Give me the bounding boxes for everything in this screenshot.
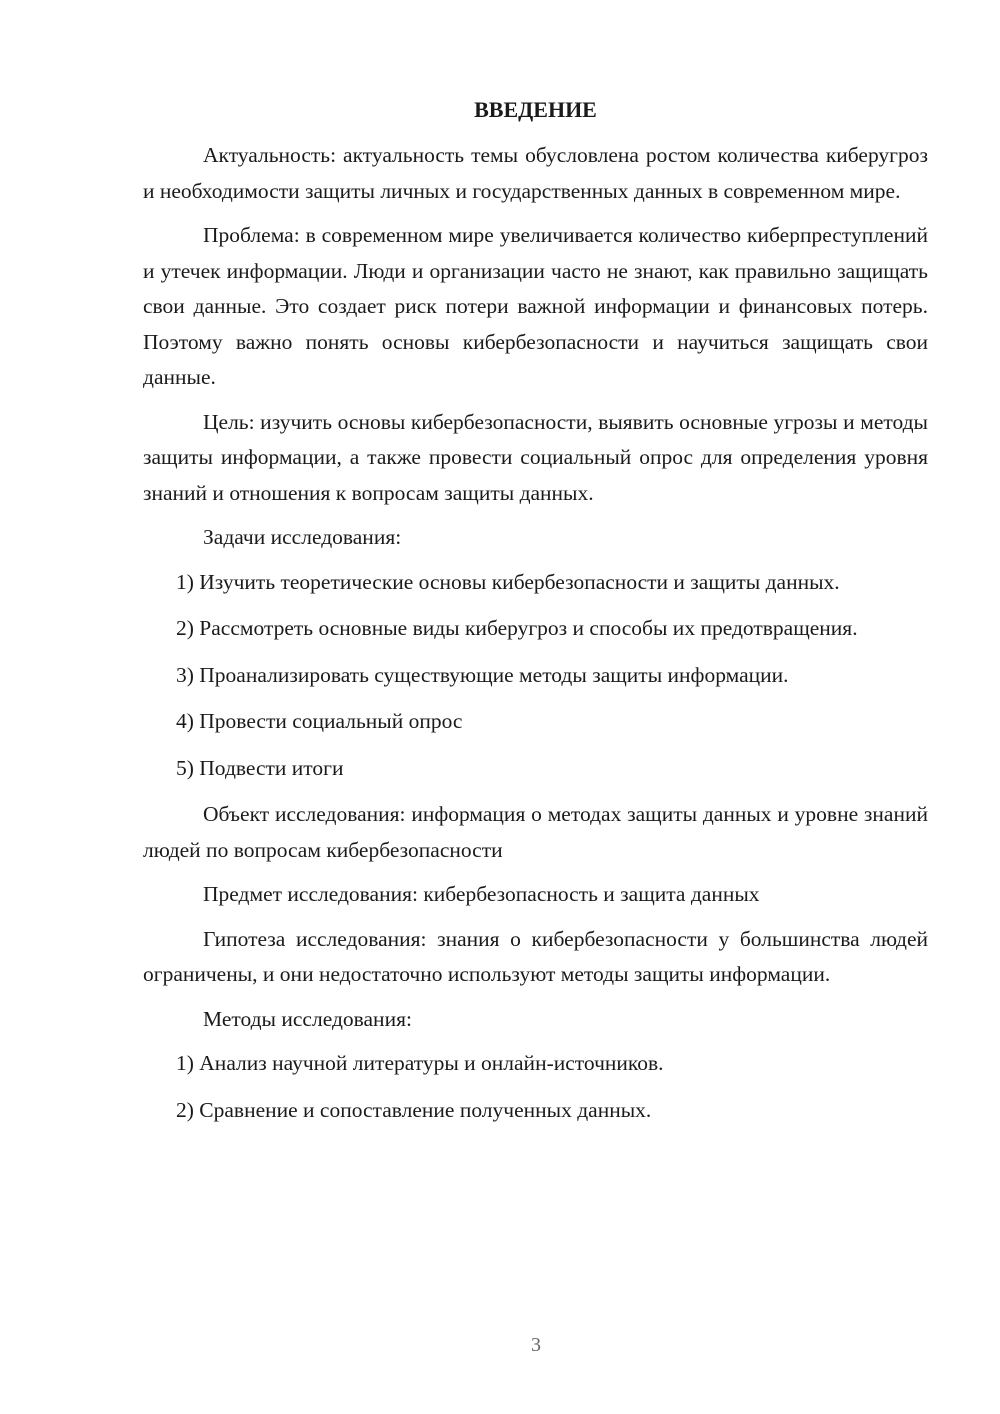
document-page	[143, 92, 928, 1139]
task-item-4: 4) Провести социальный опрос	[176, 709, 463, 733]
object-paragraph: Объект исследования: информация о методах защиты данных и уровне знаний людей по вопросам кибербезопасности	[143, 802, 928, 862]
goal-paragraph: Цель: изучить основы кибербезопасности, выявить основные угрозы и методы защиты информации, а также провести социальный опрос для определения уровня знаний и отношения к вопросам защиты данных.	[143, 409, 928, 505]
task-item-1: 1) Изучить теоретические основы кибербезопасности и защиты данных.	[176, 569, 840, 594]
method-item-2: 2) Сравнение и сопоставление полученных данных.	[176, 1097, 652, 1122]
hypothesis-paragraph: Гипотеза исследования: знания о кибербезопасности у большинства людей ограничены, и они недостаточно используют методы защиты информации.	[143, 926, 928, 986]
relevance-paragraph: Актуальность: актуальность темы обусловлена ростом количества киберугроз и необходимости защиты личных и государственных данных в современном мире.	[143, 143, 928, 203]
method-item-1: 1) Анализ научной литературы и онлайн-источников.	[176, 1051, 664, 1075]
methods-heading: Методы исследования:	[203, 1006, 412, 1031]
task-item-3: 3) Проанализировать существующие методы защиты информации.	[176, 662, 789, 687]
task-item-5: 5) Подвести итоги	[176, 755, 344, 780]
task-item-2: 2) Рассмотреть основные виды киберугроз и способы их предотвращения.	[176, 616, 858, 640]
page-title: ВВЕДЕНИЕ	[474, 97, 597, 122]
tasks-heading: Задачи исследования:	[203, 525, 402, 549]
subject-paragraph: Предмет исследования: кибербезопасность и защита данных	[203, 882, 760, 906]
problem-paragraph: Проблема: в современном мире увеличивается количество киберпреступлений и утечек информации. Люди и организации часто не знают, как правильно защищать свои данные. Это создает риск потери важной информации и финансовых потерь. Поэтому важно понять основы кибербезопасности и научиться защищать свои данные.	[143, 223, 928, 389]
page-number: 3	[531, 1334, 541, 1356]
